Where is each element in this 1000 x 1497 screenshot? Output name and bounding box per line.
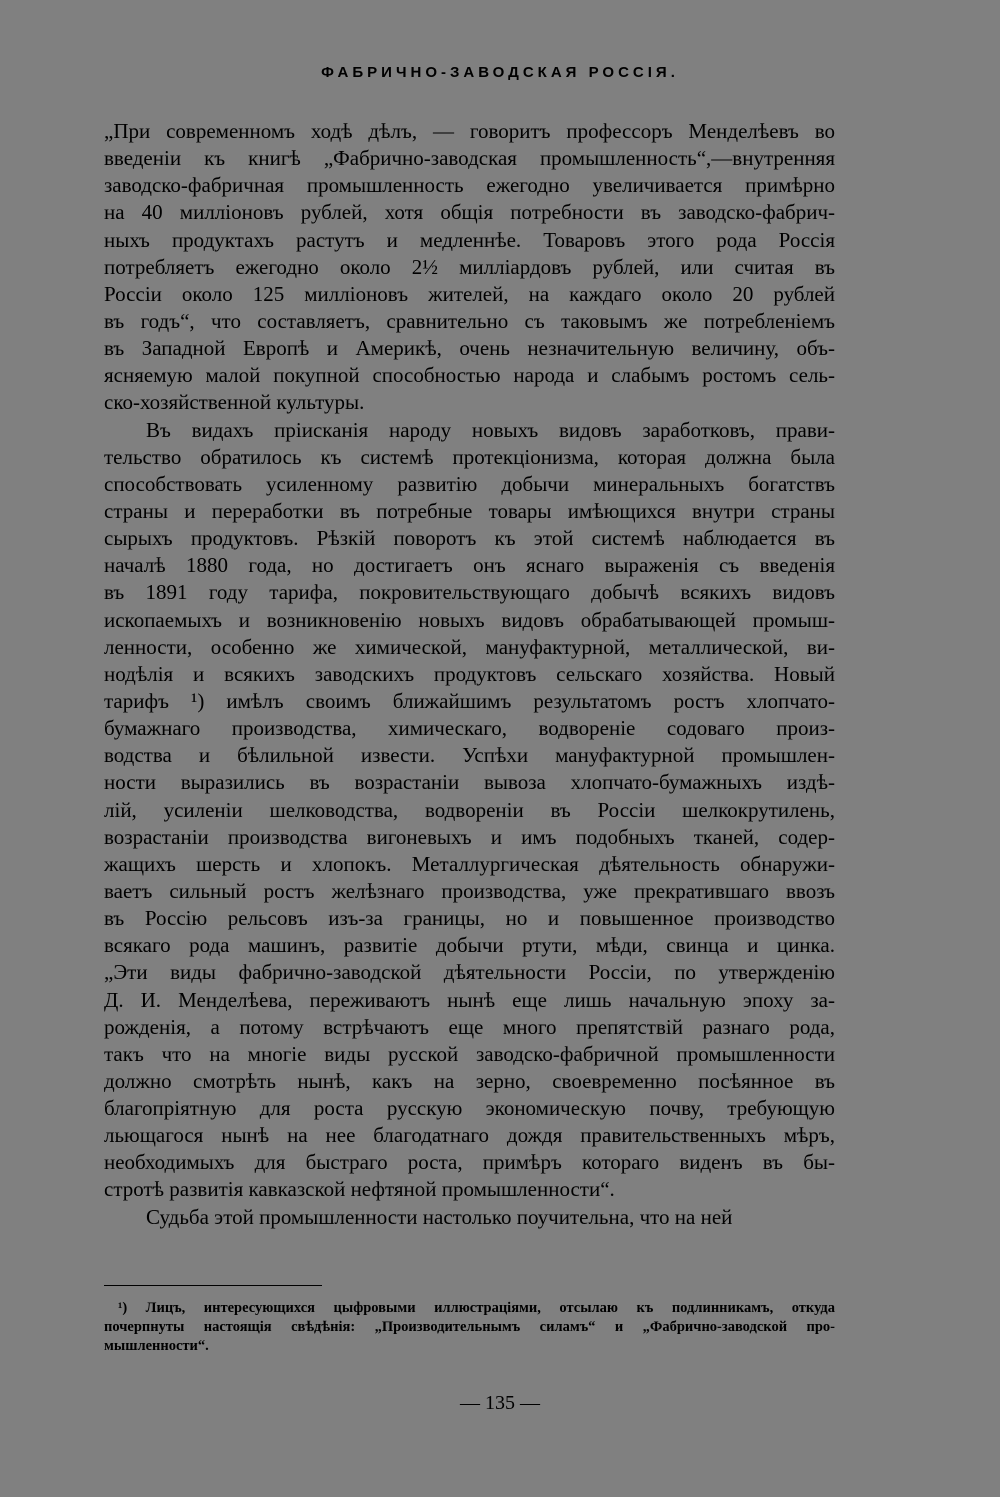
text-line: стротѣ развитія кавказской нефтяной промышленности“. [104,1177,615,1202]
footnote-line: почерпнуты настоящія свѣдѣнія: „Производительнымъ силамъ“ и „Фабрично-заводской про- [104,1319,835,1335]
footnote-line: мышленности“. [104,1338,209,1354]
text-line: страны и переработки въ потребные товары имѣющихся внутри страны [104,498,835,523]
text-line: способствовать усиленному развитію добычи минеральныхъ богатствъ [104,471,835,496]
text-line: началѣ 1880 года, но достигаетъ онъ яснаго выраженія съ введенія [104,553,835,578]
text-line: жащихъ шерсть и хлопокъ. Металлургическая дѣятельность обнаружи- [104,851,835,876]
text-line: Д. И. Менделѣева, переживаютъ нынѣ еще лишь начальную эпоху за- [104,987,835,1012]
text-line: водства и бѣлильной извести. Успѣхи мануфактурной промышлен- [104,743,835,768]
running-head: ФАБРИЧНО-ЗАВОДСКАЯ РОССІЯ. [321,64,679,81]
text-line: тарифъ ¹) имѣлъ своимъ ближайшимъ результатомъ ростъ хлопчато- [104,688,835,713]
text-line: всякаго рода машинъ, развитіе добычи ртути, мѣди, свинца и цинка. [104,933,835,958]
text-line: ности выразились въ возрастаніи вывоза хлопчато-бумажныхъ издѣ- [104,770,835,795]
text-line: такъ что на многіе виды русской заводско-фабричной промышленности [104,1041,835,1066]
text-line: въ 1891 году тарифа, покровительствующаго добычѣ всякихъ видовъ [104,580,835,605]
text-line: въ годъ“, что составляетъ, сравнительно съ таковымъ же потребленіемъ [104,308,835,333]
text-line: на 40 милліоновъ рублей, хотя общія потребности въ заводско-фабрич- [104,200,835,225]
text-line: рожденія, а потому встрѣчаютъ еще много препятствій разнаго рода, [104,1014,835,1039]
text-line: ясняемую малой покупной способностью народа и слабымъ ростомъ сель- [104,363,835,388]
text-line: тельство обратилось къ системѣ протекціонизма, которая должна была [104,444,835,469]
footnote-line: ¹) Лицъ, интересующихся цыфровыми иллюстраціями, отсылаю къ подлинникамъ, откуда [118,1300,835,1316]
text-line: ваетъ сильный ростъ желѣзнаго производства, уже прекратившаго ввозъ [104,878,835,903]
text-line: должно смотрѣть нынѣ, какъ на зерно, своевременно посѣянное въ [104,1068,835,1093]
text-line: Судьба этой промышленности настолько поучительна, что на ней [146,1204,733,1229]
text-line: заводско-фабричная промышленность ежегодно увеличивается примѣрно [104,173,835,198]
text-line: ископаемыхъ и возникновенію новыхъ видовъ обрабатывающей промыш- [104,607,835,632]
text-line: возрастаніи производства вигоневыхъ и имъ подобныхъ тканей, содер- [104,824,835,849]
text-line: необходимыхъ для быстраго роста, примѣръ котораго виденъ въ бы- [104,1150,835,1175]
text-line: въ Россію рельсовъ изъ-за границы, но и повышенное производство [104,906,835,931]
text-line: льющагося нынѣ на нее благодатнаго дождя правительственныхъ мѣръ, [104,1123,835,1148]
text-line: Въ видахъ пріисканія народу новыхъ видовъ заработковъ, прави- [146,417,835,442]
page-number: — 135 — [460,1392,540,1414]
text-line: лій, усиленіи шелководства, водвореніи въ Россіи шелкокрутилень, [104,797,835,822]
text-line: благопріятную для роста русскую экономическую почву, требующую [104,1096,835,1121]
text-line: Россіи около 125 милліоновъ жителей, на каждаго около 20 рублей [104,281,835,306]
footnotes [104,1299,835,1356]
text-line: въ Западной Европѣ и Америкѣ, очень незначительную величину, объ- [104,336,835,361]
text-line: бумажнаго производства, химическаго, водвореніе содоваго произ- [104,716,835,741]
text-line: ленности, особенно же химической, мануфактурной, металлической, ви- [104,634,835,659]
text-line: введеніи къ книгѣ „Фабрично-заводская промышленность“,—внутренняя [104,146,835,171]
text-line: „При современномъ ходѣ дѣлъ, — говоритъ профессоръ Менделѣевъ во [104,119,835,143]
text-line: нодѣлія и всякихъ заводскихъ продуктовъ сельскаго хозяйства. Новый [104,661,835,686]
text-line: ско-хозяйственной культуры. [104,390,365,415]
text-line: ныхъ продуктахъ растутъ и медленнѣе. Товаровъ этого рода Россія [104,227,835,252]
text-line: сырыхъ продуктовъ. Рѣзкій поворотъ къ этой системѣ наблюдается въ [104,526,835,551]
text-line: „Эти виды фабрично-заводской дѣятельности Россіи, по утвержденію [104,960,835,985]
footnote-rule [104,1285,322,1286]
text-line: потребляетъ ежегодно около 2½ милліардовъ рублей, или считая въ [104,254,835,279]
body-text [104,118,835,1231]
